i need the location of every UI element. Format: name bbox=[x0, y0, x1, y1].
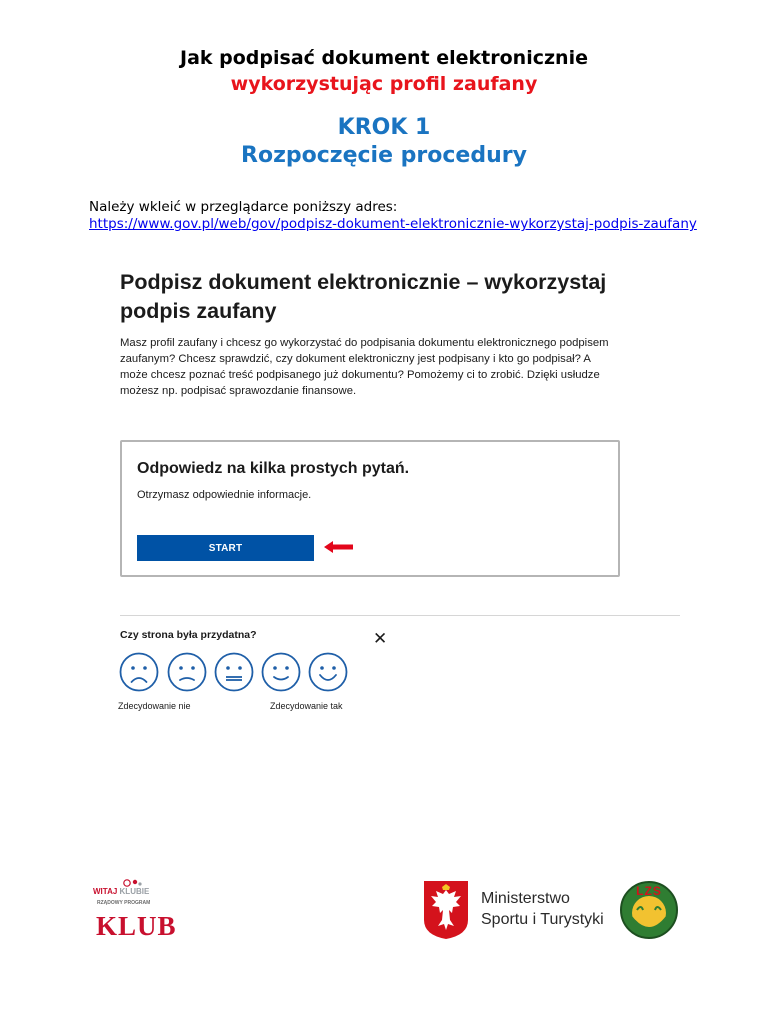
close-icon[interactable]: ✕ bbox=[373, 629, 388, 649]
divider bbox=[120, 615, 680, 616]
klub-brand: WITAJ KLUBIE bbox=[93, 887, 150, 896]
polish-eagle-icon bbox=[423, 880, 469, 940]
document-heading: Jak podpisać dokument elektronicznie bbox=[180, 47, 588, 69]
card-title: Odpowiedz na kilka prostych pytań. bbox=[137, 460, 410, 477]
instruction-url-link[interactable]: https://www.gov.pl/web/gov/podpisz-dokument-elektronicznie-wykorzystaj-podpis-zaufany bbox=[89, 216, 697, 232]
feedback-label-no: Zdecydowanie nie bbox=[118, 701, 191, 711]
klub-wordmark: KLUB bbox=[96, 911, 177, 941]
instruction-text: Należy wkleić w przeglądarce poniższy adres: bbox=[89, 199, 398, 215]
feedback-label-yes: Zdecydowanie tak bbox=[270, 701, 343, 711]
happy-face-icon[interactable] bbox=[261, 652, 301, 692]
lzs-seal-text: LZS bbox=[636, 884, 662, 898]
gov-page-description: Masz profil zaufany i chcesz go wykorzystać do podpisania dokumentu elektronicznego podpisem zaufanym? Chcesz sprawdzić, czy dokument elektroniczny jest podpisany i kto go podpisał? A może chcesz poznać treść podpisanego już dokumentu? Pomożemy ci to zrobić. Dzięki usłudze możesz np. podpisać sprawozdanie finansowe. bbox=[120, 337, 609, 397]
sad-face-icon[interactable] bbox=[167, 652, 207, 692]
klub-subtitle: RZĄDOWY PROGRAM bbox=[97, 900, 151, 906]
card-subtitle: Otrzymasz odpowiednie informacje. bbox=[137, 489, 312, 501]
neutral-face-icon[interactable] bbox=[214, 652, 254, 692]
klub-logo bbox=[93, 878, 177, 942]
feedback-question: Czy strona była przydatna? bbox=[120, 629, 257, 641]
gov-page-title: Podpisz dokument elektronicznie – wykorzystaj podpis zaufany bbox=[120, 270, 607, 323]
ministry-logo bbox=[423, 880, 679, 942]
ministry-name: Ministerstwo Sportu i Turystyki bbox=[481, 890, 604, 928]
step-title: Rozpoczęcie procedury bbox=[241, 143, 527, 168]
lzs-seal-icon bbox=[619, 880, 679, 940]
red-arrow-icon bbox=[324, 541, 354, 553]
very-sad-face-icon[interactable] bbox=[119, 652, 159, 692]
start-button[interactable]: START bbox=[137, 535, 314, 561]
step-number: KROK 1 bbox=[337, 115, 431, 140]
very-happy-face-icon[interactable] bbox=[308, 652, 348, 692]
document-heading-highlight: wykorzystując profil zaufany bbox=[230, 73, 538, 95]
